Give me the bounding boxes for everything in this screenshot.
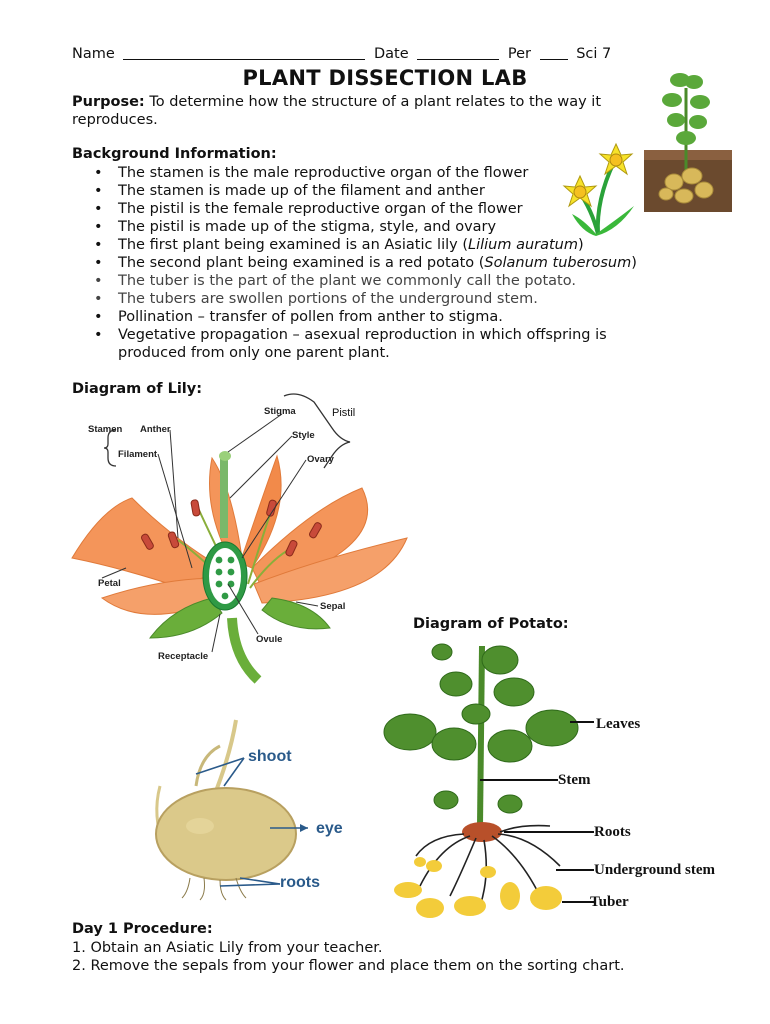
label-anther: Anther xyxy=(140,424,171,435)
lily-diagram-heading: Diagram of Lily: xyxy=(72,381,203,397)
name-label: Name xyxy=(72,46,115,62)
label-underground-stem: Underground stem xyxy=(594,862,715,878)
list-item: • Pollination – transfer of pollen from anther to stigma. xyxy=(94,308,674,326)
background-list xyxy=(94,164,674,362)
background-heading: Background Information: xyxy=(72,146,277,162)
label-eye: eye xyxy=(316,820,343,837)
list-item: 2. Remove the sepals from your flower and place them on the sorting chart. xyxy=(72,958,625,974)
date-label: Date xyxy=(374,46,409,62)
label-style: Style xyxy=(292,430,315,441)
label-petal: Petal xyxy=(98,578,121,589)
list-item: • The pistil is made up of the stigma, style, and ovary xyxy=(94,218,674,236)
label-ovary: Ovary xyxy=(307,454,334,465)
label-filament: Filament xyxy=(118,449,158,460)
list-item: • The tubers are swollen portions of the underground stem. xyxy=(94,290,674,308)
purpose-label: Purpose: xyxy=(72,94,145,110)
list-item: 1. Obtain an Asiatic Lily from your teacher. xyxy=(72,940,383,956)
label-ovule: Ovule xyxy=(256,634,283,645)
list-item: • Vegetative propagation – asexual reproduction in which offspring is produced from only one parent plant. xyxy=(94,326,638,362)
class-label: Sci 7 xyxy=(576,46,612,62)
label-stem: Stem xyxy=(558,772,591,788)
label-receptacle: Receptacle xyxy=(158,651,209,662)
purpose-paragraph xyxy=(72,93,642,129)
purpose-text: To determine how the structure of a plant relates to the way it reproduces. xyxy=(72,94,602,128)
label-pistil: Pistil xyxy=(332,407,356,419)
label-shoot: shoot xyxy=(248,748,292,765)
label-roots: Roots xyxy=(594,824,631,840)
list-item: • The second plant being examined is a red potato (Solanum tuberosum) xyxy=(94,254,674,272)
label-tuber: Tuber xyxy=(590,894,629,910)
label-leaves: Leaves xyxy=(596,716,641,732)
label-stigma: Stigma xyxy=(264,406,296,417)
per-label: Per xyxy=(507,46,531,62)
procedure-heading: Day 1 Procedure: xyxy=(72,921,213,937)
label-sepal: Sepal xyxy=(320,601,346,612)
potato-diagram-heading: Diagram of Potato: xyxy=(413,616,569,632)
worksheet-header xyxy=(72,46,611,62)
date-blank[interactable] xyxy=(417,59,499,60)
list-item: • The stamen is the male reproductive organ of the flower xyxy=(94,164,674,182)
page-title: PLANT DISSECTION LAB xyxy=(242,66,528,90)
list-item: • The stamen is made up of the filament and anther xyxy=(94,182,674,200)
label-sprout-roots: roots xyxy=(280,874,320,891)
list-item: • The first plant being examined is an Asiatic lily (Lilium auratum) xyxy=(94,236,674,254)
list-item: • The pistil is the female reproductive organ of the flower xyxy=(94,200,674,218)
list-item: • The tuber is the part of the plant we commonly call the potato. xyxy=(94,272,674,290)
name-blank[interactable] xyxy=(123,59,365,60)
per-blank[interactable] xyxy=(540,59,568,60)
label-stamen: Stamen xyxy=(88,424,123,435)
procedure-list xyxy=(72,939,625,975)
